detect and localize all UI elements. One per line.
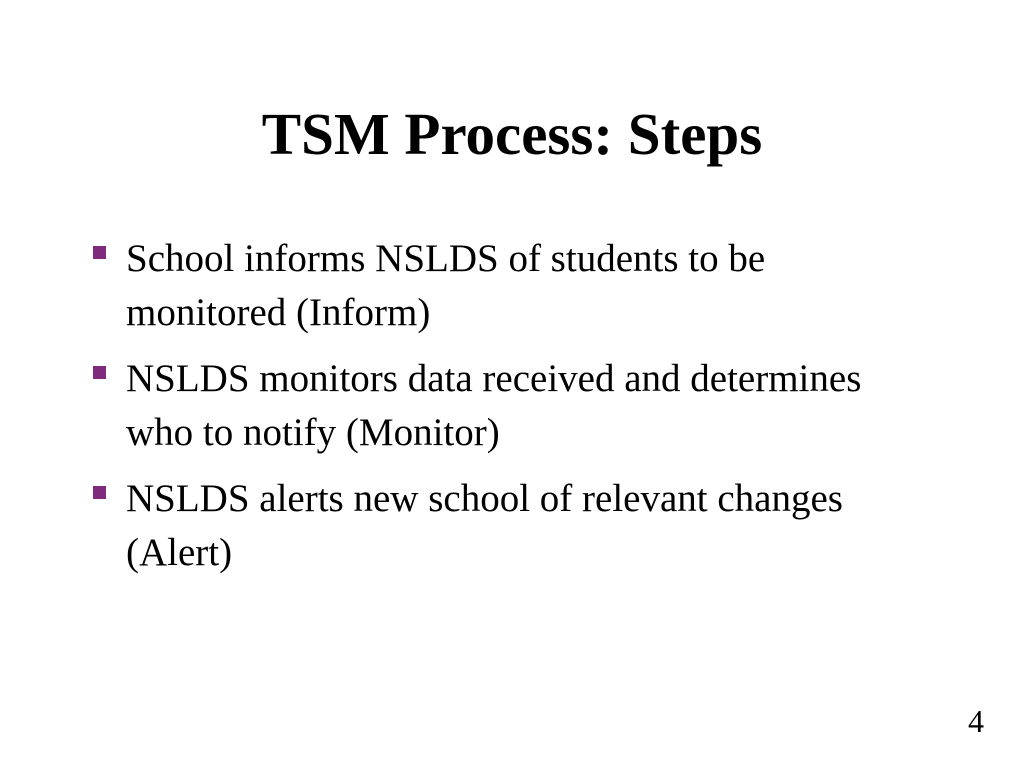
page-number: 4 (968, 703, 984, 739)
bullet-text: NSLDS alerts new school of relevant changes (Alert) (126, 477, 843, 574)
bullet-item (126, 352, 926, 460)
bullet-item (126, 472, 926, 580)
slide-title: TSM Process: Steps (261, 101, 763, 167)
square-bullet-icon (93, 366, 106, 379)
bullet-text: NSLDS monitors data received and determines who to notify (Monitor) (126, 357, 862, 454)
bullet-item (126, 232, 926, 340)
square-bullet-icon (93, 486, 106, 499)
bullet-list (126, 232, 926, 592)
bullet-text: School informs NSLDS of students to be monitored (Inform) (126, 237, 766, 334)
square-bullet-icon (93, 246, 106, 259)
